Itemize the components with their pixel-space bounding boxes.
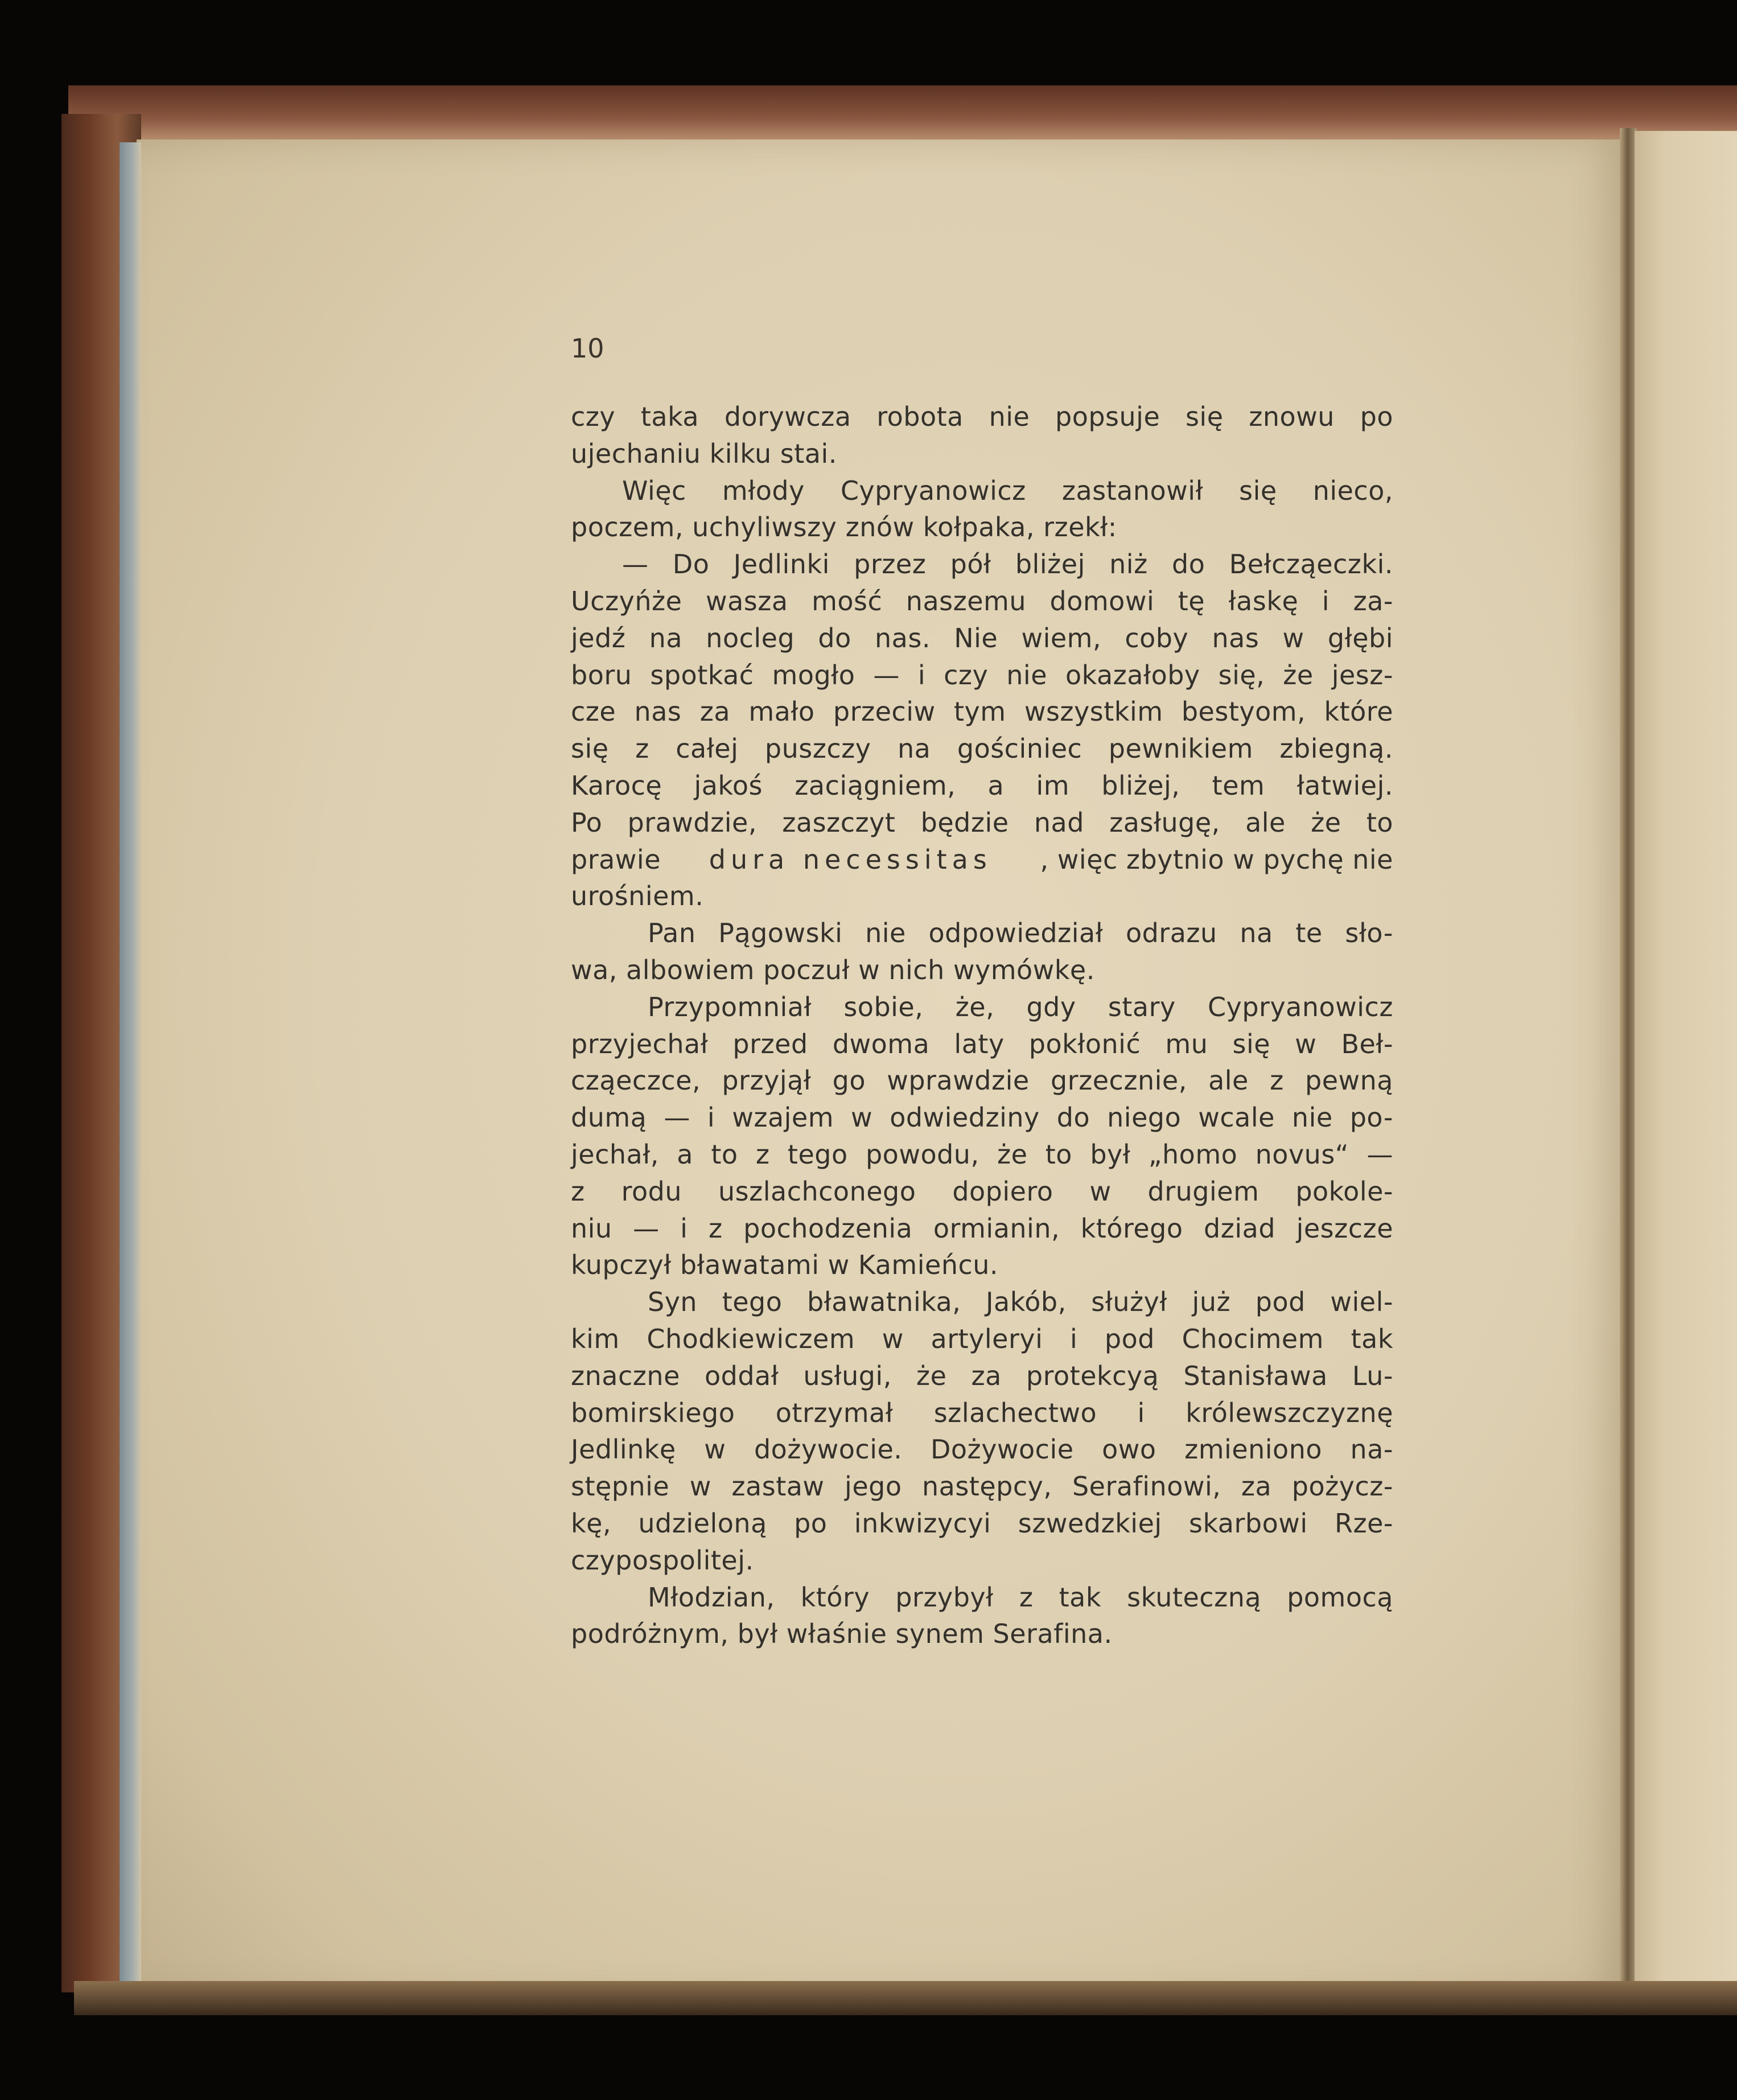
text-line: kim Chodkiewiczem w artyleryi i pod Chocimem tak — [571, 1323, 1393, 1354]
text-line: podróżnym, był właśnie synem Serafina. — [571, 1618, 1113, 1650]
text-line: Pan Pągowski nie odpowiedział odrazu na te sło- — [648, 918, 1393, 949]
text-line: znaczne oddał usługi, że za protekcyą Stanisława Lu- — [571, 1360, 1393, 1391]
latin-phrase: dura necessitas — [709, 844, 992, 875]
page-text — [571, 398, 1393, 1653]
text-line: cze nas za mało przeciw tym wszystkim bestyom, które — [571, 696, 1393, 728]
text-line: czypospolitej. — [571, 1544, 754, 1576]
text-fragment: , więc zbytnio w pychę nie — [1040, 844, 1393, 875]
text-line: kę, udzieloną po inkwizycyi szwedzkiej skarbowi Rze- — [571, 1507, 1393, 1539]
text-line: Po prawdzie, zaszczyt będzie nad zasługę, ale że to — [571, 807, 1393, 838]
text-line: — Do Jedlinki przez pół bliżej niż do Bełcząeczki. — [622, 549, 1393, 580]
text-line: Przypomniał sobie, że, gdy stary Cypryanowicz — [648, 991, 1393, 1022]
book-bottom-edge — [74, 1981, 1737, 2015]
text-line: Jedlinkę w dożywocie. Dożywocie owo zmieniono na- — [571, 1434, 1393, 1465]
text-line: stępnie w zastaw jego następcy, Serafinowi, za pożycz- — [571, 1471, 1393, 1502]
text-line: ujechaniu kilku stai. — [571, 438, 837, 469]
text-line: Syn tego bławatnika, Jakób, służył już pod wiel- — [648, 1287, 1393, 1318]
endpaper-strip — [120, 142, 141, 1981]
text-line: cząeczce, przyjął go wprawdzie grzecznie, ale z pewną — [571, 1065, 1393, 1096]
text-line-mixed — [571, 841, 1393, 878]
text-line: się z całej puszczy na gościniec pewnikiem zbiegną. — [571, 733, 1393, 765]
text-line: Młodzian, który przybył z tak skuteczną pomocą — [648, 1581, 1393, 1613]
text-line: bomirskiego otrzymał szlachectwo i królewszczyznę — [571, 1397, 1393, 1428]
text-line: jechał, a to z tego powodu, że to był „homo novus“ — — [571, 1139, 1393, 1170]
text-line: niu — i z pochodzenia ormianin, którego dziad jeszcze — [571, 1213, 1393, 1244]
text-line: Karocę jakoś zaciągniem, a im bliżej, tem łatwiej. — [571, 770, 1393, 801]
text-line: wa, albowiem poczuł w nich wymówkę. — [571, 954, 1095, 985]
text-line: poczem, uchyliwszy znów kołpaka, rzekł: — [571, 512, 1117, 543]
text-line: czy taka dorywcza robota nie popsuje się znowu po — [571, 401, 1393, 432]
page-number: 10 — [571, 333, 604, 364]
text-line: Uczyńże wasza mość naszemu domowi tę łaskę i za- — [571, 585, 1393, 617]
text-line: Więc młody Cypryanowicz zastanowił się nieco, — [622, 475, 1393, 506]
text-line: urośniem. — [571, 881, 704, 912]
text-line: z rodu uszlachconego dopiero w drugiem pokole- — [571, 1176, 1393, 1207]
right-page-edge — [1635, 131, 1737, 1998]
text-line: kupczył bławatami w Kamieńcu. — [571, 1250, 999, 1281]
text-line: jedź na nocleg do nas. Nie wiem, coby nas w głębi — [571, 622, 1393, 654]
text-fragment: prawie — [571, 844, 661, 875]
text-line: przyjechał przed dwoma laty pokłonić mu się w Beł- — [571, 1028, 1393, 1059]
text-line: dumą — i wzajem w odwiedziny do niego wcale nie po- — [571, 1102, 1393, 1133]
text-line: boru spotkać mogło — i czy nie okazałoby się, że jesz- — [571, 659, 1393, 691]
